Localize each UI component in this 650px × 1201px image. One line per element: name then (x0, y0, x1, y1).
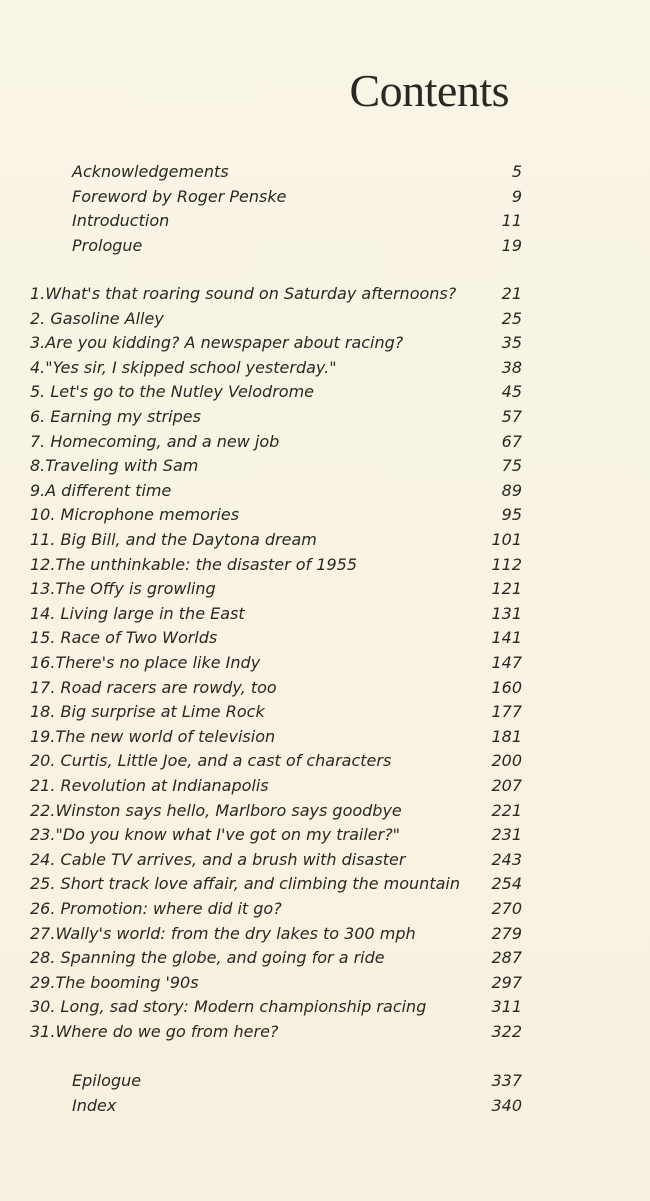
toc-entry-page-number: 160 (491, 677, 522, 697)
toc-entry-label: 17. Road racers are rowdy, too (30, 677, 277, 697)
toc-entry-page-number: 21 (501, 284, 522, 303)
toc-entry-label: 29.The booming '90s (30, 972, 199, 992)
toc-entry-label: 4."Yes sir, I skipped school yesterday." (30, 357, 337, 377)
toc-entry-label: 15. Race of Two Worlds (30, 628, 218, 648)
toc-entry-page-number: 322 (491, 1022, 522, 1041)
toc-entry-page-number: 131 (491, 603, 522, 623)
toc-entry-label: 21. Revolution at Indianapolis (30, 776, 269, 795)
toc-entry-page-number: 11 (501, 211, 522, 231)
toc-entry-label: Acknowledgements (72, 162, 229, 181)
toc-entry-label: 28. Spanning the globe, and going for a ride (30, 948, 385, 968)
toc-entry-page-number: 177 (491, 702, 522, 722)
toc-entry-label: 22.Winston says hello, Marlboro says goodbye (30, 800, 402, 820)
toc-entry-page-number: 254 (491, 874, 522, 894)
toc-entry-label: 30. Long, sad story: Modern championship racing (30, 997, 427, 1017)
toc-entry-label: 24. Cable TV arrives, and a brush with disaster (30, 849, 406, 869)
toc-entry-page-number: 45 (501, 382, 522, 402)
toc-entry-label: 14. Living large in the East (30, 603, 245, 623)
toc-entry-label: Introduction (72, 211, 170, 231)
toc-entry-label: 7. Homecoming, and a new job (30, 431, 280, 451)
page-title: Contents (349, 65, 509, 116)
toc-entry-page-number: 279 (491, 923, 522, 943)
toc-entry-label: 31.Where do we go from here? (30, 1022, 279, 1041)
toc-entry-label: 26. Promotion: where did it go? (30, 899, 282, 918)
toc-entry-page-number: 67 (501, 431, 522, 451)
toc-entry-page-number: 5 (511, 162, 522, 181)
toc-entry-page-number: 57 (501, 407, 522, 426)
toc-entry-label: Prologue (72, 235, 143, 255)
toc-entry-label: 1.What's that roaring sound on Saturday afternoons? (30, 284, 457, 303)
toc-entry-label: 23."Do you know what I've got on my trailer?" (30, 825, 401, 845)
toc-entry-label: 16.There's no place like Indy (30, 653, 261, 672)
toc-entry-label: 10. Microphone memories (30, 505, 240, 525)
toc-entry-label: 12.The unthinkable: the disaster of 1955 (30, 554, 357, 574)
toc-entry-label: 8.Traveling with Sam (30, 456, 199, 476)
toc-entry-page-number: 9 (511, 186, 522, 206)
toc-entry-label: Index (72, 1095, 117, 1115)
toc-entry-label: 6. Earning my stripes (30, 407, 201, 426)
toc-entry-label: 19.The new world of television (30, 726, 276, 746)
toc-entry-page-number: 19 (501, 235, 522, 255)
toc-entry-page-number: 101 (491, 530, 522, 549)
toc-entry-label: 2. Gasoline Alley (30, 308, 164, 328)
toc-entry-page-number: 221 (491, 800, 522, 820)
toc-entry-page-number: 340 (491, 1095, 522, 1115)
toc-entry-page-number: 287 (491, 948, 522, 968)
toc-entry-page-number: 297 (491, 972, 522, 992)
toc-entry-label: 13.The Offy is growling (30, 579, 216, 599)
toc-entry-label: 11. Big Bill, and the Daytona dream (30, 530, 317, 549)
toc-entry-label: 20. Curtis, Little Joe, and a cast of characters (30, 751, 392, 771)
toc-entry-page-number: 35 (501, 333, 522, 353)
toc-entry-page-number: 141 (491, 628, 522, 648)
toc-entry-label: Foreword by Roger Penske (72, 186, 287, 206)
toc-entry-label: 9.A different time (30, 480, 172, 500)
toc-entry-page-number: 89 (501, 480, 522, 500)
toc-entry-page-number: 337 (491, 1071, 522, 1090)
toc-entry-page-number: 207 (491, 776, 522, 795)
toc-entry-page-number: 200 (491, 751, 522, 771)
toc-entry-page-number: 38 (501, 357, 522, 377)
toc-entry-label: 18. Big surprise at Lime Rock (30, 702, 265, 722)
toc-entry-label: 27.Wally's world: from the dry lakes to 300 mph (30, 923, 416, 943)
toc-entry-page-number: 75 (501, 456, 522, 476)
toc-entry-page-number: 231 (491, 825, 522, 845)
toc-entry-label: 5. Let's go to the Nutley Velodrome (30, 382, 314, 402)
toc-entry-page-number: 25 (501, 308, 522, 328)
toc-entry-page-number: 243 (491, 849, 522, 869)
toc-entry-page-number: 270 (491, 899, 522, 918)
toc-entry-label: 25. Short track love affair, and climbing the mountain (30, 874, 460, 894)
toc-entry-page-number: 121 (491, 579, 522, 599)
toc-entry-label: Epilogue (72, 1071, 142, 1090)
toc-entry-page-number: 181 (491, 726, 522, 746)
toc-entry-page-number: 147 (491, 653, 522, 672)
toc-entry-page-number: 311 (491, 997, 522, 1017)
toc-entry-page-number: 95 (501, 505, 522, 525)
toc-entry-label: 3.Are you kidding? A newspaper about racing? (30, 333, 404, 353)
toc-entry-page-number: 112 (491, 554, 522, 574)
